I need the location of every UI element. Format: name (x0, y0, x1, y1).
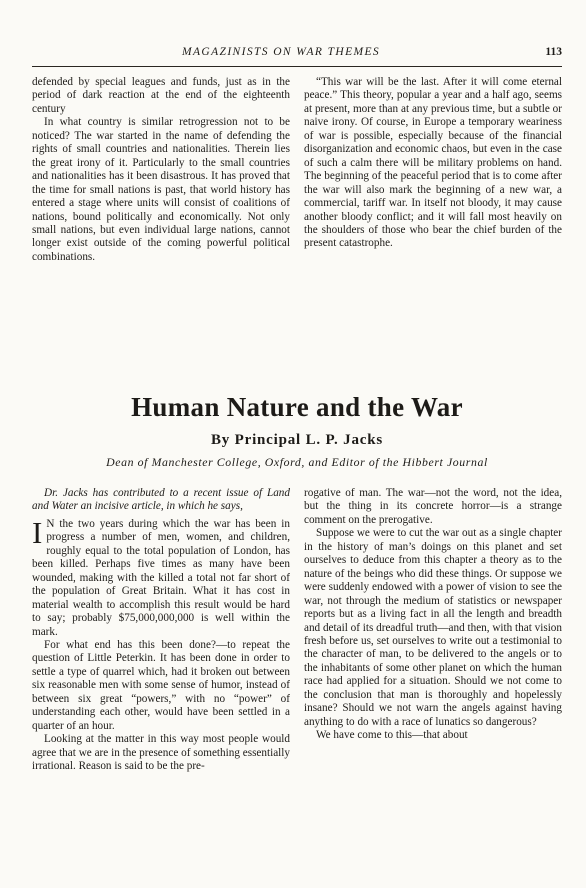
drop-cap: I (32, 514, 43, 550)
preceding-article-right-column (304, 76, 562, 251)
page-number: 113 (545, 46, 562, 58)
body-paragraph: Suppose we were to cut the war out as a single chapter in the history of man’s doings on this planet and set ourselves to deduce from this chapter a theory as to the nature of the beings who did these things. Or suppose we were suddenly endowed with a power of vision to see the war, not through the medium of statistics or newspaper reports but as a living fact in all the length and breadth and detail of its dreadful truth—and then, with that vision fresh before us, set ourselves to write out a testimonial to the character of man, to be delivered to the angels or to the inhabitants of some other planet on which the human race had applied for a situation. Should we not come to the conclusion that man is thoroughly and hopelessly insane? Should we not warn the angels against having anything to do with a race of lunatics so dangerous? (304, 527, 562, 728)
body-paragraph: “This war will be the last. After it will come eternal peace.” This theory, popular a year and a half ago, seems at present, more than at any previous time, but a subtle or naive irony. Of course, in Europe a temporary weariness of war is possible, especially because of the financial disorganization and economic chaos, but even in the case of such a calm there will be military problems on hand. The beginning of the peaceful period that is to come after the war will also mark the beginning of a new war, a commercial, tariff war. In itself not bloody, it may cause another bloody conflict; and it will fall most heavily on the shoulders of those who bear the chief burden of the present catastrophe. (304, 76, 562, 250)
header-rule (32, 66, 562, 67)
body-paragraph: In what country is similar retrogression not to be noticed? The war started in the name of defending the rights of small countries and nationalities. Therein lies the great irony of it. Particularly to the small countries and nationalities has it been disastrous. It has proved that the time for small nations is past, that world history has entered a stage where units will consist of coalitions of nations, bound politically and economically. Not only small nations, but even individual large nations, cannot longer exist outside of the coming powerful political combinations. (32, 116, 290, 263)
body-paragraph: rogative of man. The war—not the word, not the idea, but the thing in its concrete horror—is a strange comment on the prerogative. (304, 487, 562, 526)
article-title: Human Nature and the War (131, 392, 463, 422)
body-paragraph: We have come to this—that about (316, 729, 468, 742)
editorial-intro: Dr. Jacks has contributed to a recent issue of Land and Water an incisive article, in which he says, (32, 487, 290, 513)
running-header (32, 46, 562, 64)
article-byline: By Principal L. P. Jacks (211, 432, 383, 448)
body-paragraph: defended by special leagues and funds, just as in the period of dark reaction at the end of the eighteenth century (32, 76, 290, 115)
running-title: MAGAZINISTS ON WAR THEMES (182, 46, 381, 58)
magazine-page (32, 0, 562, 888)
body-paragraph: Looking at the matter in this way most people would agree that we are in the presence of something essentially irrational. Reason is said to be the pre- (32, 733, 290, 773)
body-paragraph: For what end has this been done?—to repeat the question of Little Peterkin. It has been done in order to settle a type of quarrel which, had it broken out between six reasonable men with some sense of humor, instead of between six great “powers,” with no “power” of understanding each other, would have been settled in a quarter of an hour. (32, 638, 290, 732)
opening-text: N the two years during which the war has been in progress a number of men, women, and children, roughly equal to the total population of London, has been killed. Perhaps five times as many have been wounded, making with the killed a total not far short of the population of Great Britain. What it has cost in material wealth to accomplish this result would be hard to say; probably $75,000,000,000 is well within the mark. (32, 517, 290, 638)
body-paragraph (32, 514, 290, 639)
article-left-column (32, 487, 290, 774)
article-right-column (304, 487, 562, 743)
preceding-article-left-column (32, 76, 290, 264)
author-affiliation: Dean of Manchester College, Oxford, and Editor of the Hibbert Journal (106, 455, 488, 469)
